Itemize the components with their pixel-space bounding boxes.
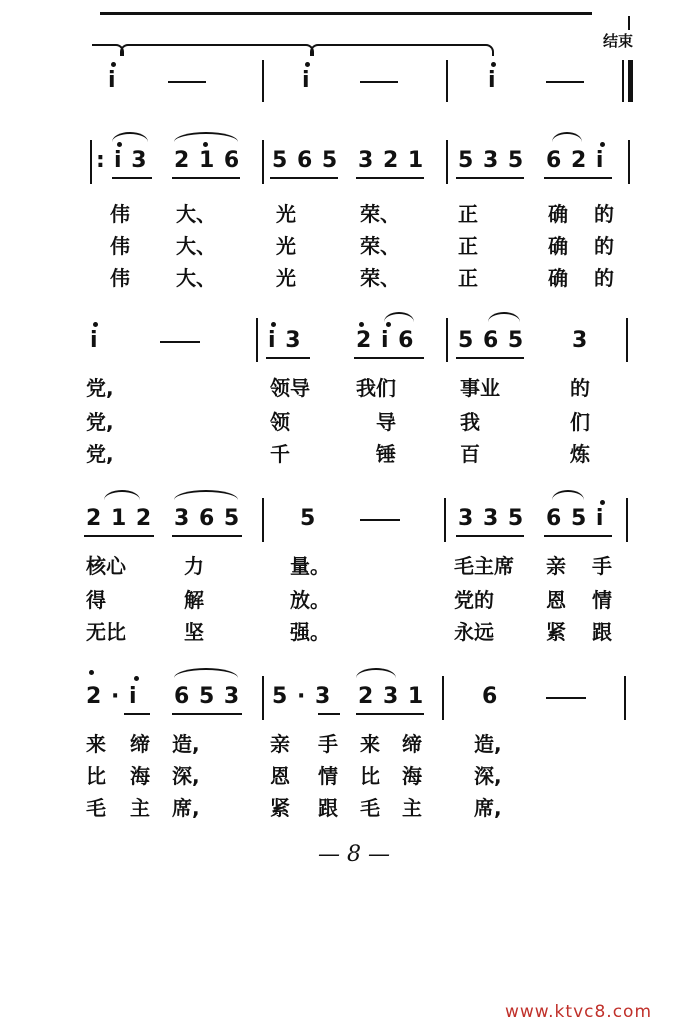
slur <box>488 312 520 322</box>
barline <box>628 140 630 184</box>
barline <box>444 498 446 542</box>
lyric: 领导 <box>270 376 310 400</box>
sustain-dash <box>168 81 206 83</box>
lyric: 伟 <box>110 234 130 258</box>
top-rule <box>100 12 592 15</box>
underline-beam <box>172 177 240 179</box>
lyric: 伟 <box>110 202 130 226</box>
underline-beam <box>456 535 524 537</box>
note-group: 2 i 6 <box>356 328 415 353</box>
lyric: 深, <box>474 764 502 788</box>
lyric: 永远 <box>454 620 494 644</box>
lyric: 领 <box>270 410 290 434</box>
note-group: i 3 <box>114 148 148 173</box>
lyric: 无比 <box>86 620 126 644</box>
lyric: 造, <box>172 732 200 756</box>
end-label: 结束 <box>603 32 634 50</box>
barline <box>442 676 444 720</box>
note: i <box>90 328 99 353</box>
note-group: 5 6 5 <box>458 328 525 353</box>
volta-bracket <box>120 44 314 56</box>
lyric: 毛主席 <box>454 554 514 578</box>
slur <box>104 490 140 500</box>
underline-beam <box>456 357 524 359</box>
lyric: 恩 <box>270 764 290 788</box>
note: i <box>108 68 117 93</box>
barline <box>446 318 448 362</box>
lyric: 的 <box>594 202 614 226</box>
underline-beam <box>172 713 242 715</box>
sustain-dash <box>546 81 584 83</box>
note-group: 3 6 5 <box>174 506 241 531</box>
underline-beam <box>112 177 152 179</box>
lyric: 确 <box>548 234 568 258</box>
barline <box>262 676 264 720</box>
note-group: 2 1 6 <box>174 148 241 173</box>
lyric: 手 <box>592 554 612 578</box>
underline-beam <box>266 357 310 359</box>
underline-beam <box>356 177 424 179</box>
lyric: 光 <box>276 234 296 258</box>
lyric: 主 <box>130 796 150 820</box>
octave-dot <box>203 142 208 147</box>
lyric: 来 <box>86 732 106 756</box>
lyric: 的 <box>594 266 614 290</box>
lyric: 荣、 <box>360 234 400 258</box>
lyric: 荣、 <box>360 202 400 226</box>
lyric: 光 <box>276 202 296 226</box>
lyric: 手 <box>318 732 338 756</box>
volta-bracket <box>310 44 494 56</box>
repeat-barline <box>90 140 92 184</box>
octave-dot <box>491 62 496 67</box>
lyric: 党的 <box>454 588 494 612</box>
slur <box>174 490 238 500</box>
lyric: 亲 <box>270 732 290 756</box>
lyric: 亲 <box>546 554 566 578</box>
barline <box>262 140 264 184</box>
barline <box>626 498 628 542</box>
lyric: 力 <box>184 554 204 578</box>
lyric: 主 <box>402 796 422 820</box>
lyric: 正 <box>458 234 478 258</box>
lyric: 事业 <box>460 376 500 400</box>
lyric: 放。 <box>290 588 330 612</box>
lyric: 量。 <box>290 554 330 578</box>
barline <box>624 676 626 720</box>
lyric: 紧 <box>270 796 290 820</box>
lyric: 的 <box>570 376 590 400</box>
slur <box>552 490 584 500</box>
octave-dot <box>93 322 98 327</box>
end-marker-icon <box>628 16 630 30</box>
lyric: 导 <box>376 410 396 434</box>
octave-dot <box>89 670 94 675</box>
note-group: 6 5 i <box>546 506 605 531</box>
lyric: 们 <box>570 410 590 434</box>
underline-beam <box>124 713 150 715</box>
barline <box>446 140 448 184</box>
lyric: 缔 <box>130 732 150 756</box>
lyric: 炼 <box>570 442 590 466</box>
note-group: 2 · i <box>86 684 138 709</box>
octave-dot <box>111 62 116 67</box>
note-group: 3 2 1 <box>358 148 425 173</box>
lyric: 跟 <box>592 620 612 644</box>
underline-beam <box>544 535 612 537</box>
slur <box>356 668 396 678</box>
lyric: 坚 <box>184 620 204 644</box>
barline <box>256 318 258 362</box>
lyric: 光 <box>276 266 296 290</box>
note-group: 6 5 3 <box>174 684 241 709</box>
lyric: 确 <box>548 202 568 226</box>
lyric: 党, <box>86 442 114 466</box>
lyric: 核心 <box>86 554 126 578</box>
lyric: 深, <box>172 764 200 788</box>
lyric: 荣、 <box>360 266 400 290</box>
lyric: 百 <box>460 442 480 466</box>
lyric: 我们 <box>356 376 396 400</box>
slur <box>174 132 238 142</box>
lyric: 情 <box>592 588 612 612</box>
note-group: 6 2 i <box>546 148 605 173</box>
lyric: 大、 <box>176 234 216 258</box>
underline-beam <box>544 177 612 179</box>
lyric: 锤 <box>376 442 396 466</box>
octave-dot <box>305 62 310 67</box>
site-watermark: www.ktvc8.com <box>505 1002 652 1022</box>
lyric: 我 <box>460 410 480 434</box>
note: 3 <box>572 328 589 353</box>
barline <box>262 498 264 542</box>
note: i <box>302 68 311 93</box>
octave-dot <box>386 322 391 327</box>
lyric: 得 <box>86 588 106 612</box>
lyric: 海 <box>130 764 150 788</box>
slur <box>112 132 148 142</box>
note-group: 5 3 5 <box>458 148 525 173</box>
sustain-dash <box>546 697 586 699</box>
lyric: 比 <box>86 764 106 788</box>
lyric: 党, <box>86 376 114 400</box>
barline <box>446 60 448 102</box>
final-barline-thin <box>622 60 624 102</box>
note: 6 <box>482 684 499 709</box>
octave-dot <box>117 142 122 147</box>
underline-beam <box>354 357 424 359</box>
lyric: 比 <box>360 764 380 788</box>
lyric: 情 <box>318 764 338 788</box>
lyric: 千 <box>270 442 290 466</box>
lyric: 正 <box>458 266 478 290</box>
sustain-dash <box>360 81 398 83</box>
page-number: — 8 — <box>318 842 390 867</box>
sustain-dash <box>360 519 400 521</box>
lyric: 大、 <box>176 202 216 226</box>
lyric: 造, <box>474 732 502 756</box>
lyric: 恩 <box>546 588 566 612</box>
lyric: 来 <box>360 732 380 756</box>
slur <box>384 312 414 322</box>
underline-beam <box>172 535 242 537</box>
octave-dot <box>359 322 364 327</box>
underline-beam <box>318 713 340 715</box>
lyric: 大、 <box>176 266 216 290</box>
lyric: 毛 <box>86 796 106 820</box>
sustain-dash <box>160 341 200 343</box>
slur <box>552 132 582 142</box>
lyric: 解 <box>184 588 204 612</box>
lyric: 席, <box>474 796 502 820</box>
underline-beam <box>356 713 424 715</box>
lyric: 伟 <box>110 266 130 290</box>
repeat-dots: : <box>96 148 106 173</box>
lyric: 党, <box>86 410 114 434</box>
lyric: 强。 <box>290 620 330 644</box>
lyric: 毛 <box>360 796 380 820</box>
lyric: 缔 <box>402 732 422 756</box>
note-group: i 3 <box>268 328 302 353</box>
final-barline-thick <box>628 60 633 102</box>
note-group: 3 3 5 <box>458 506 525 531</box>
lyric: 确 <box>548 266 568 290</box>
barline <box>262 60 264 102</box>
underline-beam <box>456 177 524 179</box>
octave-dot <box>134 676 139 681</box>
slur <box>174 668 238 678</box>
lyric: 跟 <box>318 796 338 820</box>
note: i <box>488 68 497 93</box>
octave-dot <box>271 322 276 327</box>
note: 5 <box>300 506 317 531</box>
lyric: 席, <box>172 796 200 820</box>
note-group: 2 1 2 <box>86 506 153 531</box>
lyric: 紧 <box>546 620 566 644</box>
underline-beam <box>270 177 338 179</box>
note-group: 5 6 5 <box>272 148 339 173</box>
lyric: 的 <box>594 234 614 258</box>
note-group: 5 · 3 <box>272 684 332 709</box>
lyric: 正 <box>458 202 478 226</box>
barline <box>626 318 628 362</box>
lyric: 海 <box>402 764 422 788</box>
octave-dot <box>600 500 605 505</box>
note-group: 2 3 1 <box>358 684 425 709</box>
underline-beam <box>84 535 154 537</box>
octave-dot <box>600 142 605 147</box>
